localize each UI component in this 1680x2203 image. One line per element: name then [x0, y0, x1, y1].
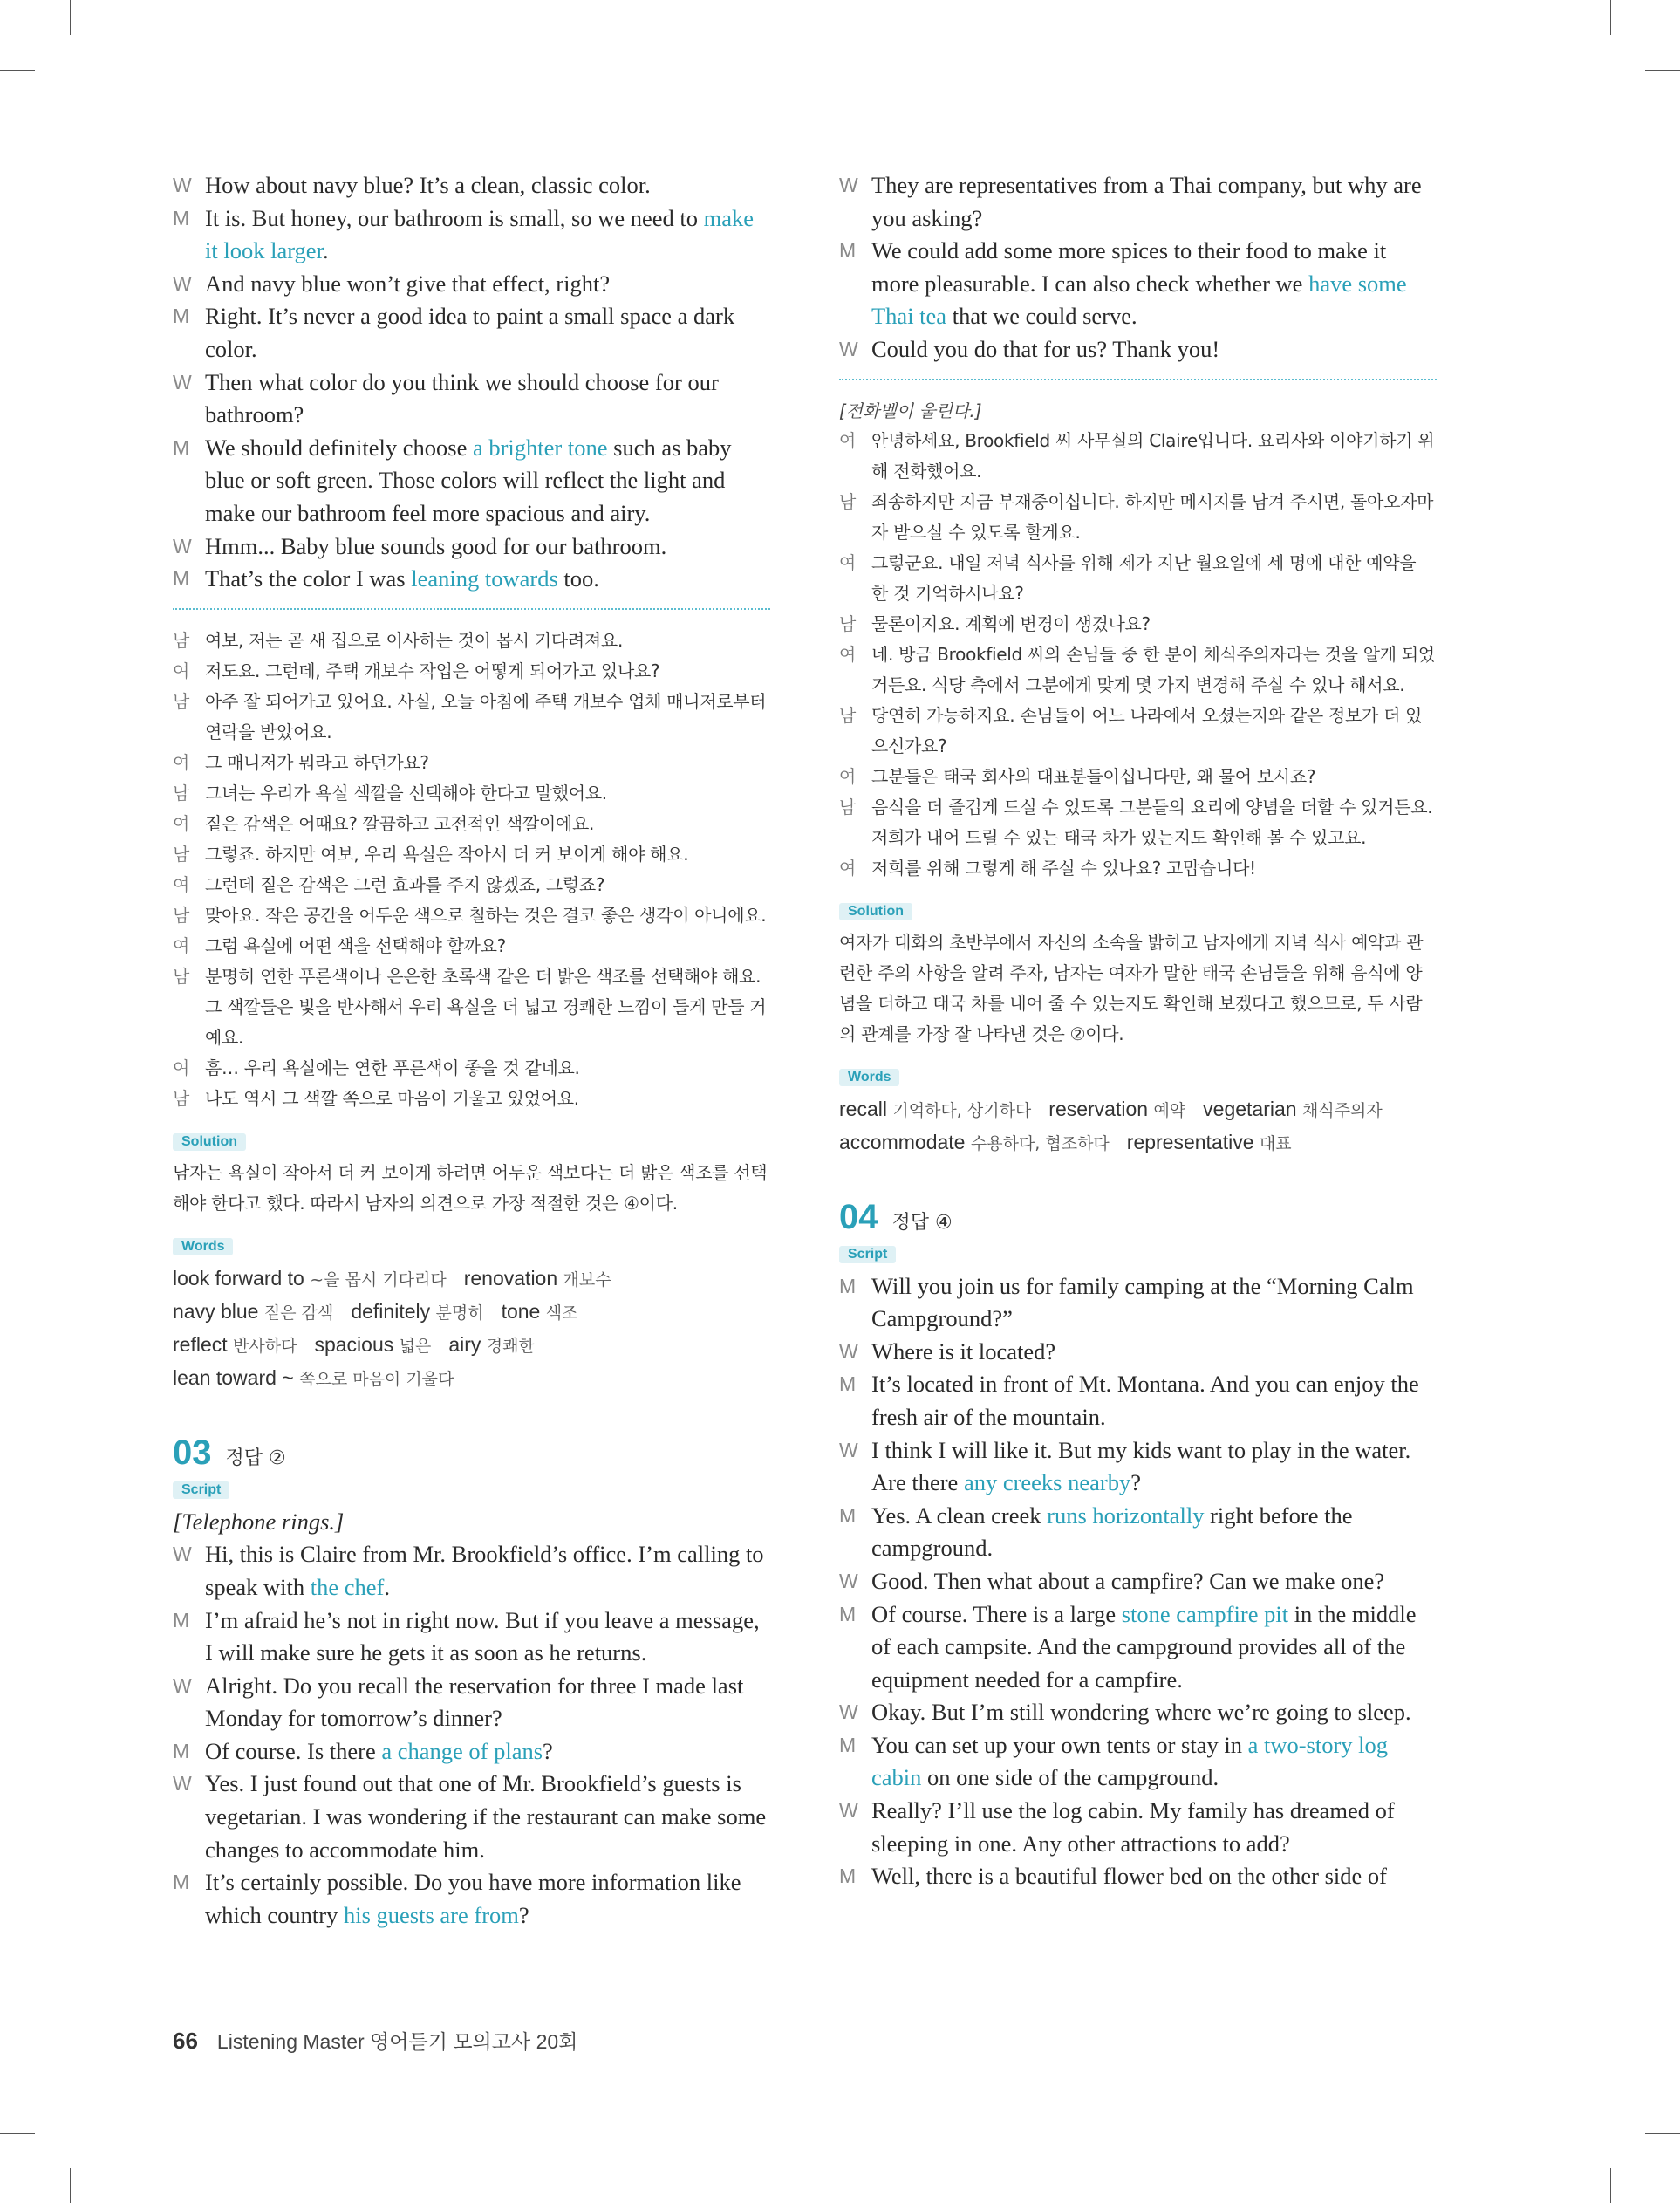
crop-mark — [70, 0, 71, 35]
speaker-label: M — [839, 239, 857, 263]
crop-mark — [70, 2168, 71, 2203]
crop-mark — [0, 70, 35, 71]
translation-line — [173, 626, 770, 656]
vocab-term: navy blue — [173, 1299, 264, 1323]
speaker-label: 남 — [839, 704, 857, 726]
script-dialogue — [173, 1538, 770, 1932]
vocab-meaning: 쪽으로 마음이 기울다 — [299, 1369, 454, 1389]
speaker-label: 여 — [839, 857, 857, 879]
vocab-term: reservation — [1048, 1097, 1154, 1120]
vocab-meaning: 대표 — [1259, 1133, 1292, 1153]
highlighted-phrase: his guests are from — [343, 1901, 519, 1928]
translation-line — [839, 426, 1437, 487]
speaker-label: M — [173, 304, 190, 328]
translation-line — [173, 839, 770, 870]
dialogue-line — [839, 1729, 1437, 1795]
vocabulary-row — [839, 1093, 1437, 1126]
speaker-label: W — [173, 370, 192, 393]
words-tag: Words — [173, 1238, 233, 1255]
dialogue-line — [173, 1670, 770, 1735]
vocabulary-row — [173, 1296, 770, 1329]
line-text: They are representatives from a Thai company, but why are you asking? — [871, 172, 1422, 231]
crop-mark — [1645, 2133, 1680, 2134]
stage-direction: [Telephone rings.] — [173, 1508, 345, 1535]
speaker-label: W — [173, 1772, 192, 1796]
right-column — [839, 169, 1437, 1893]
vocab-meaning: 기억하다, 상기하다 — [892, 1100, 1032, 1120]
line-text: 그럼 욕실에 어떤 색을 선택해야 할까요? — [205, 934, 506, 956]
dialogue-line — [839, 1565, 1437, 1598]
translation-line — [173, 1053, 770, 1084]
crop-mark — [1610, 2168, 1611, 2203]
line-text: 저도요. 그런데, 주택 개보수 작업은 어떻게 되어가고 있나요? — [205, 660, 660, 681]
translation-line — [173, 748, 770, 778]
translation-line — [173, 931, 770, 961]
speaker-label: M — [173, 1608, 190, 1632]
speaker-label: 남 — [173, 965, 190, 987]
translation-line — [173, 900, 770, 931]
line-text: 그녀는 우리가 욕실 색깔을 선택해야 한다고 말했어요. — [205, 782, 607, 804]
line-text: 안녕하세요, Brookfield 씨 사무실의 Claire입니다. 요리사와 이야기하기 위해 전화했어요. — [871, 429, 1435, 482]
speaker-label: M — [173, 1739, 190, 1762]
speaker-label: M — [839, 1864, 857, 1888]
speaker-label: 남 — [173, 782, 190, 804]
vocab-meaning: 짙은 감색 — [263, 1303, 334, 1323]
highlighted-phrase: make it look larger — [205, 204, 755, 264]
speaker-label: 남 — [173, 904, 190, 926]
script-dialogue — [839, 1270, 1437, 1893]
dialogue-line — [839, 1500, 1437, 1565]
highlighted-phrase: leaning towards — [411, 565, 558, 592]
highlighted-phrase: have some Thai tea — [871, 270, 1407, 330]
vocab-term: reflect — [173, 1332, 234, 1356]
line-text: And navy blue won’t give that effect, right? — [205, 270, 611, 297]
line-text: You can set up your own tents or stay in — [871, 1731, 1248, 1758]
highlighted-phrase: a two-story log cabin — [871, 1731, 1389, 1791]
line-text: ? — [518, 1901, 529, 1928]
translation-line — [173, 1084, 770, 1114]
speaker-label: 여 — [173, 812, 190, 834]
speaker-label: M — [839, 1372, 857, 1396]
dialogue-line — [839, 1598, 1437, 1697]
translation-line — [173, 656, 770, 687]
vocab-term: tone — [501, 1299, 546, 1323]
line-text: right before the campground. — [871, 1502, 1353, 1562]
dialogue-line — [173, 1538, 770, 1604]
solution-tag: Solution — [173, 1133, 246, 1151]
script-tag: Script — [839, 1246, 896, 1263]
speaker-label: W — [839, 1339, 858, 1363]
speaker-label: 남 — [173, 629, 190, 651]
speaker-label: W — [839, 174, 858, 196]
dialogue-line — [839, 169, 1437, 235]
vocab-term: recall — [839, 1097, 893, 1120]
line-text: 그렇죠. 하지만 여보, 우리 욕실은 작아서 더 커 보이게 해야 해요. — [205, 843, 689, 865]
dialogue-line — [839, 1368, 1437, 1433]
dialogue-line — [173, 268, 770, 301]
speaker-label: 여 — [839, 551, 857, 573]
speaker-label: M — [839, 1503, 857, 1527]
answer-label: 정답 ④ — [891, 1211, 953, 1234]
speaker-label: M — [839, 1733, 857, 1756]
line-text: Yes. A clean creek — [871, 1502, 1048, 1529]
speaker-label: M — [839, 1602, 857, 1625]
translation-line — [839, 792, 1437, 853]
speaker-label: 남 — [839, 612, 857, 634]
vocabulary-row — [173, 1362, 770, 1395]
line-text: 맞아요. 작은 공간을 어두운 색으로 칠하는 것은 결코 좋은 생각이 아니에요. — [205, 904, 767, 926]
vocab-term: spacious — [314, 1332, 400, 1356]
translation-line — [173, 778, 770, 809]
vocab-term: look forward to — [173, 1266, 311, 1290]
vocabulary-row — [173, 1262, 770, 1296]
vocabulary-list — [173, 1262, 770, 1395]
speaker-label: M — [173, 1871, 190, 1894]
line-text: 그 매니저가 뭐라고 하던가요? — [205, 751, 429, 773]
speaker-label: 남 — [173, 1087, 190, 1109]
translation-line — [173, 870, 770, 900]
dialogue-line — [173, 563, 770, 596]
translation-line — [839, 853, 1437, 884]
vocab-term: definitely — [351, 1299, 436, 1323]
line-text: 당연히 가능하지요. 손님들이 어느 나라에서 오셨는지와 같은 정보가 더 있으신가요? — [871, 704, 1423, 756]
line-text: I think I will like it. But my kids want to play in the water. Are there — [871, 1436, 1411, 1496]
translation-line — [839, 487, 1437, 548]
line-text: 그분들은 태국 회사의 대표분들이십니다만, 왜 물어 보시죠? — [871, 765, 1316, 787]
line-text: 여보, 저는 곧 새 집으로 이사하는 것이 몹시 기다려져요. — [205, 629, 624, 651]
words-tag: Words — [839, 1069, 899, 1086]
section-divider — [173, 608, 770, 610]
line-text: 네. 방금 Brookfield 씨의 손님들 중 한 분이 채식주의자라는 것을 알게 되었거든요. 식당 측에서 그분에게 맞게 몇 가지 변경해 주실 수 있나 해서요. — [871, 643, 1435, 695]
vocab-term: renovation — [463, 1266, 563, 1290]
dialogue-line — [173, 1735, 770, 1769]
dialogue-line — [839, 1795, 1437, 1860]
line-text: How about navy blue? It’s a clean, classic color. — [205, 172, 651, 198]
line-text: such as baby blue or soft green. Those colors will reflect the light and make our bathroom feel more spacious and airy. — [205, 434, 732, 526]
dialogue-line — [173, 169, 770, 202]
dialogue-line — [173, 530, 770, 564]
script-dialogue — [173, 169, 770, 596]
dialogue-line — [839, 1270, 1437, 1336]
solution-tag: Solution — [839, 903, 912, 920]
line-text: Okay. But I’m still wondering where we’re going to sleep. — [871, 1699, 1411, 1726]
line-text: It’s certainly possible. Do you have more information like which country — [205, 1869, 741, 1928]
line-text: Of course. Is there — [205, 1737, 382, 1764]
line-text: 음식을 더 즐겁게 드실 수 있도록 그분들의 요리에 양념을 더할 수 있거든요. 저희가 내어 드릴 수 있는 태국 차가 있는지도 확인해 볼 수 있고요. — [871, 796, 1433, 848]
solution-text: 여자가 대화의 초반부에서 자신의 소속을 밝히고 남자에게 저녁 식사 예약과 관련한 주의 사항을 알려 주자, 남자는 여자가 말한 태국 손님들을 위해 음식에 양념을 더하고 태국 차를 내어 줄 수 있는지도 확인해 보겠다고 했으므로, 두 사람의 관계를 가장 잘 나타낸 것은 ②이다. — [839, 931, 1424, 1044]
vocab-meaning: ~을 몹시 기다리다 — [310, 1269, 447, 1290]
speaker-label: 남 — [839, 796, 857, 818]
vocab-meaning: 개보수 — [563, 1269, 611, 1290]
highlighted-phrase: a change of plans — [381, 1737, 543, 1764]
line-text: That’s the color I was — [205, 565, 412, 592]
line-text: ? — [543, 1737, 553, 1764]
translation-line — [839, 609, 1437, 640]
line-text: Yes. I just found out that one of Mr. Brookfield’s guests is vegetarian. I was wondering if the restaurant can make some changes to accommodate him. — [205, 1770, 767, 1863]
dialogue-line — [839, 1434, 1437, 1500]
speaker-label: W — [839, 1700, 858, 1724]
dialogue-line — [839, 235, 1437, 333]
line-text: . — [384, 1573, 390, 1600]
vocab-meaning: 분명히 — [435, 1303, 484, 1323]
line-text: Will you join us for family camping at the “Morning Calm Campground?” — [871, 1272, 1414, 1332]
question-number: 04 — [839, 1197, 878, 1236]
line-text: Hmm... Baby blue sounds good for our bathroom. — [205, 532, 667, 559]
script-tag: Script — [173, 1481, 229, 1499]
dialogue-line — [839, 1336, 1437, 1369]
answer-label: 정답 ② — [225, 1447, 286, 1469]
page-number: 66 — [173, 2028, 198, 2054]
line-text: We should definitely choose — [205, 434, 473, 461]
dialogue-line — [173, 1866, 770, 1932]
page-footer — [173, 2026, 577, 2055]
line-text: It’s located in front of Mt. Montana. And you can enjoy the fresh air of the mountain. — [871, 1371, 1419, 1430]
book-title: Listening Master 영어듣기 모의고사 20회 — [216, 2030, 578, 2053]
crop-mark — [0, 2133, 35, 2134]
speaker-label: M — [173, 435, 190, 459]
line-text: Alright. Do you recall the reservation for three I made last Monday for tomorrow’s dinner? — [205, 1672, 744, 1732]
dialogue-line — [839, 1860, 1437, 1893]
speaker-label: 여 — [839, 765, 857, 787]
line-text: 그런데 짙은 감색은 그런 효과를 주지 않겠죠, 그렇죠? — [205, 873, 605, 895]
line-text: 짙은 감색은 어때요? 깔끔하고 고전적인 색깔이에요. — [205, 812, 595, 834]
speaker-label: 남 — [173, 690, 190, 712]
line-text: Then what color do you think we should choose for our bathroom? — [205, 368, 719, 428]
vocabulary-row — [173, 1329, 770, 1362]
vocab-term: lean toward ~ — [173, 1365, 300, 1389]
translation-line — [173, 961, 770, 1053]
speaker-label: 여 — [839, 643, 857, 665]
translation-line — [839, 640, 1437, 701]
translation-dialogue — [173, 626, 770, 1114]
highlighted-phrase: runs horizontally — [1047, 1502, 1205, 1529]
dialogue-line — [173, 432, 770, 530]
line-text: Of course. There is a large — [871, 1600, 1122, 1627]
line-text: 흠… 우리 욕실에는 연한 푸른색이 좋을 것 같네요. — [205, 1057, 580, 1078]
speaker-label: W — [173, 534, 192, 558]
section-divider — [839, 379, 1437, 380]
dialogue-line — [173, 366, 770, 432]
speaker-label: W — [173, 1543, 192, 1566]
vocabulary-list — [839, 1093, 1437, 1160]
speaker-label: W — [839, 1438, 858, 1461]
line-text: 저희를 위해 그렇게 해 주실 수 있나요? 고맙습니다! — [871, 857, 1256, 879]
vocab-term: airy — [448, 1332, 487, 1356]
line-text: It is. But honey, our bathroom is small, so we need to — [205, 204, 704, 231]
speaker-label: W — [173, 271, 192, 295]
dialogue-line — [839, 1696, 1437, 1729]
line-text: in the middle of each campsite. And the campground provides all of the equipment needed for a campfire. — [871, 1600, 1417, 1693]
line-text: I’m afraid he’s not in right now. But if you leave a message, I will make sure he gets it as soon as he returns. — [205, 1606, 760, 1666]
line-text: that we could serve. — [946, 303, 1137, 330]
highlighted-phrase: a brighter tone — [472, 434, 608, 461]
vocab-meaning: 색조 — [545, 1303, 578, 1323]
speaker-label: 여 — [173, 660, 190, 681]
line-text: on one side of the campground. — [921, 1764, 1219, 1791]
vocab-meaning: 예약 — [1153, 1100, 1186, 1120]
line-text: 분명히 연한 푸른색이나 은은한 초록색 같은 더 밝은 색조를 선택해야 해요. 그 색깔들은 빛을 반사해서 우리 욕실을 더 넓고 경쾌한 느낌이 들게 만들 거예요. — [205, 965, 767, 1048]
translation-line — [173, 687, 770, 748]
line-text: Really? I’ll use the log cabin. My family has dreamed of sleeping in one. Any other attractions to add? — [871, 1797, 1395, 1857]
speaker-label: 여 — [173, 751, 190, 773]
speaker-label: M — [839, 1274, 857, 1297]
dialogue-line — [173, 300, 770, 366]
line-text: Well, there is a beautiful flower bed on the other side of — [871, 1863, 1387, 1890]
dialogue-line — [173, 1604, 770, 1670]
line-text: Could you do that for us? Thank you! — [871, 335, 1220, 362]
speaker-label: W — [173, 1673, 192, 1697]
vocabulary-row — [839, 1126, 1437, 1160]
line-text: 나도 역시 그 색깔 쪽으로 마음이 기울고 있었어요. — [205, 1087, 579, 1109]
line-text: Good. Then what about a campfire? Can we make one? — [871, 1567, 1385, 1594]
highlighted-phrase: stone campfire pit — [1121, 1600, 1289, 1627]
stage-direction: [전화벨이 울린다.] — [839, 400, 982, 421]
dialogue-line — [173, 1768, 770, 1866]
translation-line — [839, 548, 1437, 609]
translation-line — [839, 701, 1437, 762]
line-text: 죄송하지만 지금 부재중이십니다. 하지만 메시지를 남겨 주시면, 돌아오자마자 받으실 수 있도록 할게요. — [871, 490, 1434, 543]
dialogue-line — [839, 333, 1437, 366]
vocab-term: vegetarian — [1203, 1097, 1302, 1120]
highlighted-phrase: the chef — [310, 1573, 385, 1600]
translation-dialogue — [839, 426, 1437, 884]
speaker-label: 여 — [173, 934, 190, 956]
speaker-label: 남 — [173, 843, 190, 865]
line-text: Where is it located? — [871, 1338, 1056, 1365]
translation-line — [839, 762, 1437, 792]
vocab-meaning: 수용하다, 협조하다 — [970, 1133, 1110, 1153]
speaker-label: M — [173, 567, 190, 591]
speaker-label: W — [839, 1799, 858, 1823]
line-text: Hi, this is Claire from Mr. Brookfield’s office. I’m calling to speak with — [205, 1541, 764, 1600]
line-text: Right. It’s never a good idea to paint a small space a dark color. — [205, 303, 735, 362]
question-header — [839, 1198, 1437, 1237]
vocab-meaning: 경쾌한 — [486, 1336, 535, 1356]
speaker-label: 여 — [173, 873, 190, 895]
line-text: ? — [1130, 1469, 1141, 1496]
question-header — [173, 1433, 770, 1473]
dialogue-line — [173, 202, 770, 268]
crop-mark — [1610, 0, 1611, 35]
crop-mark — [1645, 70, 1680, 71]
speaker-label: W — [839, 337, 858, 360]
highlighted-phrase: any creeks nearby — [963, 1469, 1131, 1496]
speaker-label: M — [173, 206, 190, 229]
line-text: too. — [557, 565, 599, 592]
speaker-label: W — [173, 174, 192, 196]
line-text: 그렇군요. 내일 저녁 식사를 위해 제가 지난 월요일에 세 명에 대한 예약을 한 것 기억하시나요? — [871, 551, 1417, 604]
vocab-term: accommodate — [839, 1130, 971, 1153]
line-text: We could add some more spices to their food to make it more pleasurable. I can also check whether we — [871, 237, 1387, 297]
speaker-label: W — [839, 1569, 858, 1592]
speaker-label: 여 — [173, 1057, 190, 1078]
speaker-label: 여 — [839, 429, 857, 451]
vocab-term: representative — [1126, 1130, 1260, 1153]
speaker-label: 남 — [839, 490, 857, 512]
solution-text: 남자는 욕실이 작아서 더 커 보이게 하려면 어두운 색보다는 더 밝은 색조를 선택해야 한다고 했다. 따라서 남자의 의견으로 가장 적절한 것은 ④이다. — [173, 1161, 768, 1214]
left-column — [173, 169, 770, 1932]
line-text: 아주 잘 되어가고 있어요. 사실, 오늘 아침에 주택 개보수 업체 매니저로부터 연락을 받았어요. — [205, 690, 767, 742]
vocab-meaning: 반사하다 — [233, 1336, 297, 1356]
line-text: 물론이지요. 계획에 변경이 생겼나요? — [871, 612, 1151, 634]
question-number: 03 — [173, 1433, 212, 1472]
translation-line — [173, 809, 770, 839]
vocab-meaning: 채식주의자 — [1301, 1100, 1383, 1120]
vocab-meaning: 넓은 — [399, 1336, 432, 1356]
line-text: . — [322, 237, 329, 264]
script-dialogue — [839, 169, 1437, 366]
